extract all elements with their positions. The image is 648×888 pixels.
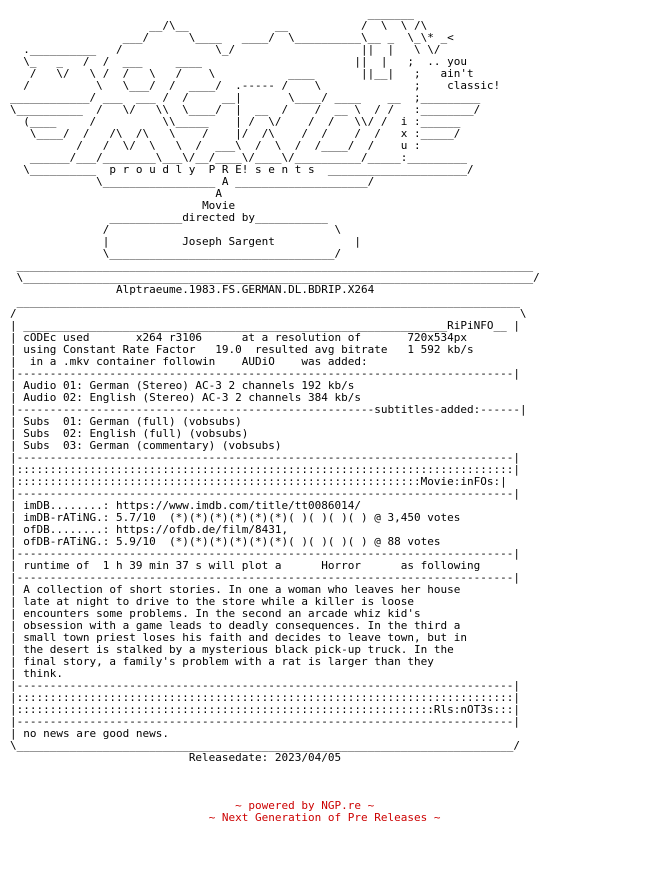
art-line: / \ \___/ / ____/ .----- / \ ; classic!: [10, 79, 501, 92]
art-line: \_ _ / / ___ ____ || | ; .. you: [10, 55, 467, 68]
plot-line: final story, a family's problem with a rat is larger than they: [23, 655, 434, 668]
container-line: in a .mkv container followin AUDiO was added:: [23, 355, 368, 368]
tagline: ~ Next Generation of Pre Releases ~: [208, 811, 441, 824]
plot-line: A collection of short stories. In one a woman who leaves her house: [23, 583, 461, 596]
art-line: ______/___/________\___\/__/____\/____\/__________/_____:_________: [10, 151, 467, 164]
art-line: \____/ / /\ /\ \ / |/ /\ / / / / x :_____/: [10, 127, 461, 140]
subtitle-track-1: Subs 01: German (full) (vobsubs): [23, 415, 242, 428]
release-date: Releasedate: 2023/04/05: [188, 751, 342, 764]
rlsnotes-text: no news are good news.: [23, 727, 169, 740]
art-line: / / \/ \ \ / ___\ / \ / /____/ / u :: [10, 139, 421, 152]
art-line: \__________ / \/ \\ \____/ | __ / / __ \ / / :________/: [10, 103, 481, 116]
art-line: / \/ \ / / \ / \ ____ ||__| ; ain't: [10, 67, 474, 80]
imdb-rating: imDB-rATiNG.: 5.7/10 (*)(*)(*)(*)(*)(*)( )( )( )( ) @ 3,450 votes: [23, 511, 461, 524]
crf-line: using Constant Rate Factor 19.0 resulted avg bitrate 1 592 kb/s: [23, 343, 474, 356]
audio-track-1: Audio 01: German (Stereo) AC-3 2 channels 192 kb/s: [23, 379, 355, 392]
subtitle-track-3: Subs 03: German (commentary) (vobsubs): [23, 439, 282, 452]
subtitles-title: subtitles-added:: [374, 403, 481, 416]
movieinfo-title: Movie:inFOs:: [420, 475, 501, 488]
plot-line: the desert is stalked by a mysterious black pick-up truck. In the: [23, 643, 454, 656]
art-line: \_________________ A ____________________/: [10, 175, 375, 188]
art-line: ____________/ ___ ___ / / __| \____/ ____ __ ;_________: [10, 91, 481, 104]
nfo-document: _______ __/\__ __ / \ \ /\ ___/ \____ ____/ \__________\__ _ \_\* _< .__________ / \_/ || | \ \/ \_ _ / / ___ ____ || | ; .. you / \/ \ / / \ / \ ____ ||__| ; ain't / \ \___/ / ____/ .----- / \ ; classic! ____________/ ___ ___ / / __| \____/ ____ __ ;_________ \__________ / \/ \\ \____/ | __ / / __ \ / / :________/ (____ / \\_____ | / \/ / / \\/ / i :______ \____/ / /\ /\ \ / |/ /\ / / / / x :_____/ / / \/ \ \ / ___\ / \ / /____/ / u : ______/___/________\___\/__/____\/____\/__________/_____:_________ \__________ p r o u d l y P R E! s e n t s _____________________/ \_________________ A ____________________/ A Movie ___________directed by___________ / \ | Joseph Sargent | \__________________________________/ ______________________________________________________________________________ \_____________________________________________________________________________/ Alptraeume.1983.FS.GERMAN.DL.BDRIP.X264 ____________________________________________________________________________ / \ | ________________________________________________________________RiPiNFO__ | | cODEc used x264 r3106 at a resolution of 720x534px | using Constant Rate Factor 19.0 resulted avg bitrate 1 592 kb/s | in a .mkv container followin AUDiO was added: |---------------------------------------------------------------------------| | Audio 01: German (Stereo) AC-3 2 channels 192 kb/s | Audio 02: English (Stereo) AC-3 2 channels 384 kb/s |------------------------------------------------------subtitles-added:------| | Subs 01: German (full) (vobsubs) | Subs 02: English (full) (vobsubs) | Subs 03: German (commentary) (vobsubs) |---------------------------------------------------------------------------| |:::::::::::::::::::::::::::::::::::::::::::::::::::::::::::::::::::::::::::| |:::::::::::::::::::::::::::::::::::::::::::::::::::::::::::::Movie:inFOs:| |---------------------------------------------------------------------------| | imDB........: https://www.imdb.com/title/tt0086014/ | imDB-rATiNG.: 5.7/10 (*)(*)(*)(*)(*)(*)( )( )( )( ) @ 3,450 votes | ofDB........: https://ofdb.de/film/8431, | ofDB-rATiNG.: 5.9/10 (*)(*)(*)(*)(*)(*)( )( )( )( ) @ 88 votes |---------------------------------------------------------------------------| | runtime of 1 h 39 min 37 s will plot a Horror as following |---------------------------------------------------------------------------| | A collection of short stories. In one a woman who leaves her house | late at night to drive to the store while a killer is loose | encounters some problems. In the second an arcade whiz kid's | obsession with a game leads to deadly consequences. In the third a | small town priest loses his faith and decides to leave town, but in | the desert is stalked by a mysterious black pick-up truck. In the | final story, a family's problem with a rat is larger than they | think. |---------------------------------------------------------------------------| |:::::::::::::::::::::::::::::::::::::::::::::::::::::::::::::::::::::::::::| |:::::::::::::::::::::::::::::::::::::::::::::::::::::::::::::::Rls:nOT3s:::| |---------------------------------------------------------------------------| | no news are good news. \___________________________________________________________________________/ Releasedate: 2023/04/05 ~ powered by NGP.re ~ ~ Next Generation of Pre Releases ~: [10, 7, 540, 824]
plot-line: think.: [23, 667, 63, 680]
imdb-link[interactable]: imDB........: https://www.imdb.com/title/tt0086014/: [23, 499, 362, 512]
audio-track-2: Audio 02: English (Stereo) AC-3 2 channels 384 kb/s: [23, 391, 362, 404]
ascii-art-logo: [10, 7, 500, 188]
directed-by-label: directed by: [182, 211, 256, 224]
release-name: Alptraeume.1983.FS.GERMAN.DL.BDRIP.X264: [115, 283, 375, 296]
director-name: Joseph Sargent: [182, 235, 275, 248]
ofdb-rating: ofDB-rATiNG.: 5.9/10 (*)(*)(*)(*)(*)(*)( )( )( )( ) @ 88 votes: [23, 535, 441, 548]
ofdb-link[interactable]: ofDB........: https://ofdb.de/film/8431,: [23, 523, 289, 536]
art-line: .__________ / \_/ || | \ \/: [10, 43, 441, 56]
plot-line: late at night to drive to the store while a killer is loose: [23, 595, 414, 608]
art-line: ___/ \____ ____/ \__________\__ _ \_\* _<: [10, 31, 454, 44]
art-line: \__________ p r o u d l y P R E! s e n t s _____________________/: [10, 163, 474, 176]
codec-line: cODEc used x264 r3106 at a resolution of 720x534px: [23, 331, 467, 344]
art-line: (____ / \\_____ | / \/ / / \\/ / i :______: [10, 115, 461, 128]
powered-by-line: ~ powered by NGP.re ~: [235, 799, 375, 812]
ripinfo-title: RiPiNFO: [447, 319, 494, 332]
rlsnotes-title: Rls:nOT3s: [433, 703, 494, 716]
movie-label: Movie: [202, 199, 236, 212]
plot-line: obsession with a game leads to deadly consequences. In the third a: [23, 619, 461, 632]
a-label: A: [215, 187, 222, 200]
plot-line: encounters some problems. In the second an arcade whiz kid's: [23, 607, 421, 620]
runtime-line: runtime of 1 h 39 min 37 s will plot a Horror as following: [23, 559, 481, 572]
plot-line: small town priest loses his faith and decides to leave town, but in: [23, 631, 467, 644]
art-line: _______: [10, 7, 414, 20]
art-line: __/\__ __ / \ \ /\: [10, 19, 428, 32]
subtitle-track-2: Subs 02: English (full) (vobsubs): [23, 427, 249, 440]
